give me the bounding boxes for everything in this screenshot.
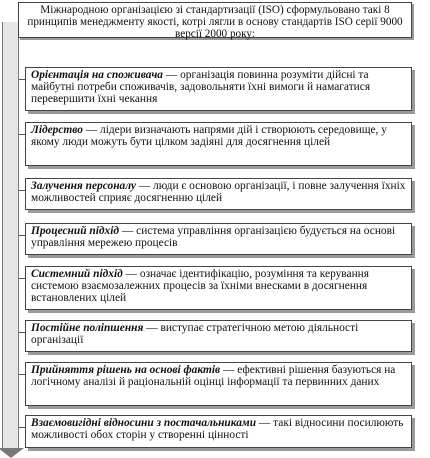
principle-desc: — означає ідентифікацію, розуміння та керування системою взаємозалежних процесів за їхніми внесками в досягнення встановлених цілей [31,268,370,305]
principle-term: Системний підхід [31,268,123,280]
principle-desc: — ефективні рішення базуються на логічному аналізі й раціональній оцінці інформації та первинних даних [31,364,396,389]
principle-term: Орієнтація на споживача [31,69,163,81]
principle-box-7 [25,362,412,406]
principle-box-6 [25,320,412,352]
principle-term: Залучення персоналу [31,180,136,192]
principle-box-2 [25,122,412,166]
principle-desc: — лідери визначають напрями дій і створюють середовище, у якому люди можуть бути цілком задіяні для досягнення цілей [31,124,387,149]
principle-desc: — організація повинна розуміти дійсні та майбутні потреби споживачів, задовольняти їхні вимоги й намагатися перевершити їхні чекання [31,69,371,106]
principle-term: Процесний підхід [31,225,120,237]
principle-desc: — такі відносини посилюють можливості обох сторін у створенні цінності [31,417,404,442]
principle-desc: — виступає стратегічною метою діяльності організації [31,322,359,347]
principle-box-8 [25,415,412,448]
principle-box-3 [25,178,412,210]
principle-box-5 [25,266,412,310]
principle-desc: — люди є основою організації, і повне залучення їхніх можливостей сприяє досягненню цілей [31,180,406,205]
principle-box-4 [25,223,412,255]
principle-desc: — система управління організацією будується на основі управління мережею процесів [31,225,396,250]
flow-arrow [2,22,19,450]
principle-term: Взаємовигідні відносини з постачальниками [31,417,257,429]
principle-term: Прийняття рішень на основі фактів [31,364,221,376]
principle-box-1 [25,67,412,111]
principle-term: Постійне поліпшення [31,322,144,334]
principle-term: Лідерство [31,124,83,136]
intro-box: Міжнародною організацією зі стандартизації (ISO) сформульовано такі 8 принципів менеджменту якості, котрі лягли в основу стандартів ISO серії 9000 версії 2000 року: [18,2,412,38]
